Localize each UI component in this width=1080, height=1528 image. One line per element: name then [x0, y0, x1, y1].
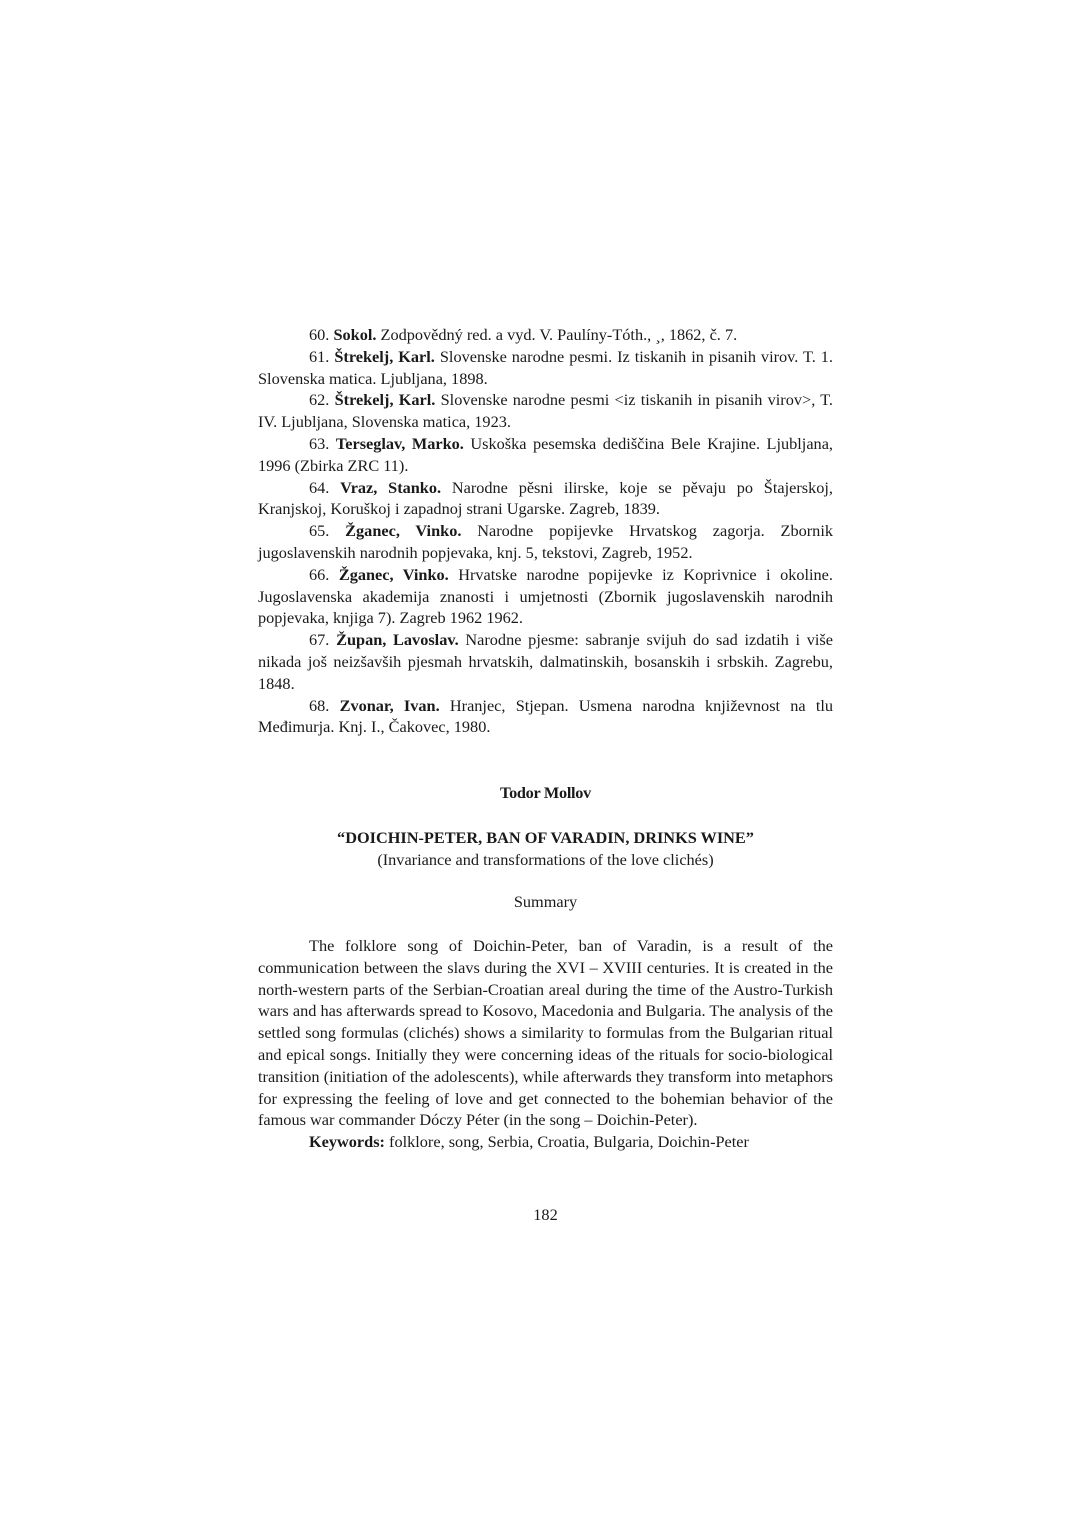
reference-entry [258, 433, 833, 477]
reference-entry [258, 346, 833, 390]
reference-author: Štrekelj, Karl. [334, 346, 435, 366]
reference-entry [258, 695, 833, 739]
reference-text: Narodne pjesme: sabranje svijuh do sad izdatih i više nikada još neizšavših pjesmah hrvatskih, dalmatinskih, bosanskih i srbskih. Zagrebu, 1848. [258, 630, 833, 693]
reference-author: Terseglav, Marko. [335, 433, 464, 453]
reference-entry [258, 389, 833, 433]
reference-number: 65. [309, 521, 330, 541]
abstract-paragraph: The folklore song of Doichin-Peter, ban of Varadin, is a result of the communication between the slavs during the XVI – XVIII centuries. It is created in the north-western parts of the Serbian-Croatian areal during the time of the Austro-Turkish wars and has afterwards spread to Kosovo, Macedonia and Bulgaria. The analysis of the settled song formulas (clichés) shows a similarity to formulas from the Bulgarian ritual and epical songs. Initially they were concerning ideas of the rituals for socio-biological transition (initiation of the adolescents), while afterwards they transform into metaphors for expressing the feeling of love and get connected to the bohemian behavior of the famous war commander Dóczy Péter (in the song – Doichin-Peter). [258, 936, 833, 1130]
reference-text: Hranjec, Stjepan. Usmena narodna književnost na tlu Međimurja. Knj. I., Čakovec, 1980. [258, 695, 834, 737]
reference-author: Žganec, Vinko. [338, 564, 449, 584]
reference-number: 63. [309, 433, 330, 453]
reference-text: Narodne pěsni ilirske, koje se pěvaju po Štajerskoj, Kranjskoj, Koruškoj i zapadnoj strani Ugarske. Zagreb, 1839. [258, 477, 833, 519]
reference-text: Slovenske narodne pesmi <iz tiskanih in pisanih virov>, T. IV. Ljubljana, Slovenska matica, 1923. [258, 390, 833, 432]
reference-entry [258, 520, 833, 564]
reference-number: 60. [309, 325, 330, 344]
keywords-list: folklore, song, Serbia, Croatia, Bulgaria, Doichin-Peter [389, 1132, 749, 1152]
summary-body [258, 935, 833, 1153]
reference-author: Žganec, Vinko. [345, 521, 462, 541]
reference-author: Župan, Lavoslav. [336, 630, 459, 650]
reference-text: Narodne popijevke Hrvatskog zagorja. Zbornik jugoslavenskih narodnih popjevaka, knj. 5, tekstovi, Zagreb, 1952. [258, 521, 833, 562]
keywords-line [258, 1131, 833, 1153]
reference-list [258, 324, 833, 738]
summary-author: Todor Mollov [500, 783, 591, 802]
reference-number: 66. [309, 564, 330, 584]
summary-subtitle: (Invariance and transformations of the love clichés) [377, 849, 714, 869]
reference-entry [258, 629, 833, 694]
reference-text: Hrvatske narodne popijevke iz Koprivnice i okoline. Jugoslavenska akademija znanosti i umjetnosti (Zbornik jugoslavenskih narodnih popjevaka, knjiga 7). Zagreb 1962 1962. [258, 564, 833, 628]
reference-author: Štrekelj, Karl. [334, 390, 436, 410]
reference-number: 67. [309, 630, 330, 650]
reference-entry [258, 564, 833, 629]
summary-title-block [258, 827, 833, 871]
page-number: 182 [533, 1205, 558, 1224]
reference-number: 62. [309, 390, 330, 410]
summary-heading: Summary [513, 892, 578, 911]
reference-author: Sokol. [333, 325, 377, 344]
reference-author: Vraz, Stanko. [340, 477, 442, 497]
reference-number: 68. [309, 695, 330, 715]
summary-title: “DOICHIN-PETER, BAN OF VARADIN, DRINKS WINE” [337, 828, 754, 847]
reference-number: 64. [309, 477, 330, 497]
keywords-label: Keywords: [309, 1132, 385, 1152]
reference-author: Zvonar, Ivan. [339, 695, 440, 715]
reference-entry [258, 477, 833, 521]
reference-entry [258, 324, 833, 346]
reference-number: 61. [309, 346, 330, 366]
reference-text: Uskoška pesemska dediščina Bele Krajine. Ljubljana, 1996 (Zbirka ZRC 11). [258, 433, 833, 475]
reference-text: Slovenske narodne pesmi. Iz tiskanih in pisanih virov. T. 1. Slovenska matica. Ljubljana, 1898. [258, 346, 833, 388]
reference-text: Zodpovědný red. a vyd. V. Paulíny-Tóth., ¸, 1862, č. 7. [380, 325, 738, 344]
